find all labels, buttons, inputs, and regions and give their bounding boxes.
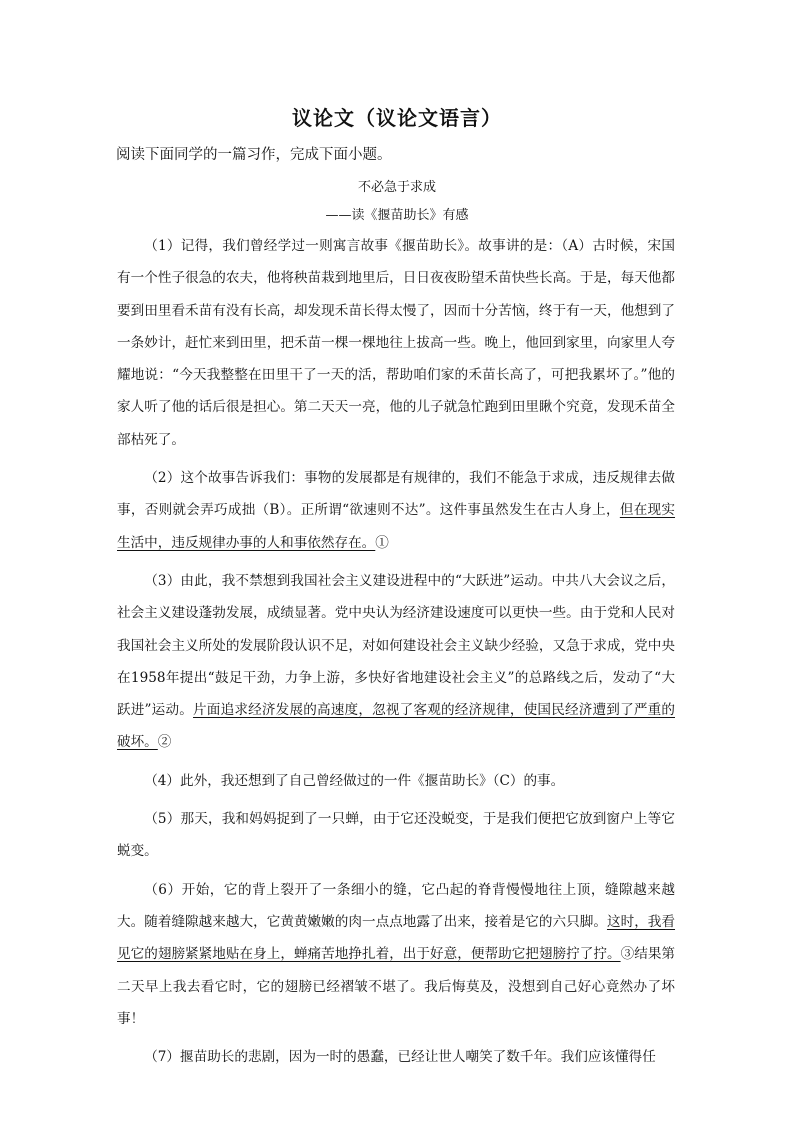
paragraph-text: （1）记得，我们曾经学过一则寓言故事《揠苗助长》。故事讲的是：（A）古时候，宋国有一个性子很急的农夫，他将秧苗栽到地里后，日日夜夜盼望禾苗快些长高。于是，每天他都要到田里看禾苗有没有长高，却发现禾苗长得太慢了，因而十分苦恼，终于有一天，他想到了一条妙计，赶忙来到田里，把禾苗一棵一棵地往上拔高一些。晚上，他回到家里，向家里人夸耀地说：“今天我整整在田里干了一天的活，帮助咱们家的禾苗长高了，可把我累坏了。”他的家人听了他的话后很是担心。第二天天一亮，他的儿子就急忙跑到田里瞅个究竟，发现禾苗全部枯死了。 bbox=[117, 238, 675, 448]
paragraph-text: （5）那天，我和妈妈捉到了一只蝉，由于它还没蜕变，于是我们便把它放到窗户上等它蜕变。 bbox=[117, 811, 675, 860]
paragraph-2 bbox=[117, 462, 675, 559]
paragraph-text: （4）此外，我还想到了自己曾经做过的一件《揠苗助长》（C）的事。 bbox=[144, 772, 565, 789]
paragraph-text: （6）开始，它的背上裂开了一条细小的缝，它凸起的脊背慢慢地往上顶，缝隙越来越大。随着缝隙越来越大，它黄黄嫩嫩的肉一点点地露了出来，接着是它的六只脚。 bbox=[117, 881, 675, 930]
paragraph-text: （7）揠苗助长的悲剧，因为一时的愚蠢，已经让世人嘲笑了数千年。我们应该懂得任 bbox=[144, 1049, 656, 1066]
paragraph-5 bbox=[117, 803, 675, 868]
paragraph-text: （3）由此，我不禁想到我国社会主义建设进程中的“大跃进”运动。中共八大会议之后，社会主义建设蓬勃发展，成绩显著。党中央认为经济建设速度可以更快一些。由于党和人民对我国社会主义所处的发展阶段认识不足，对如何建设社会主义缺少经验，又急于求成，党中央在1958年提出“鼓足干劲，力争上游，多快好省地建设社会主义”的总路线之后，发动了“大跃进”运动。 bbox=[117, 572, 675, 719]
paragraph-text: （2）这个故事告诉我们：事物的发展都是有规律的，我们不能急于求成，违反规律去做事，否则就会弄巧成拙（B）。正所谓“欲速则不达”。这件事虽然发生在古人身上， bbox=[117, 470, 675, 519]
paragraph-tail: 结果第二天早上我去看它时，它的翅膀已经褶皱不堪了。我后悔莫及，没想到自己好心竟然办了坏事！ bbox=[117, 946, 676, 1027]
underlined-sentence-1: 但在现实生活中，违反规律办事的人和事依然存在。 bbox=[117, 502, 676, 551]
sentence-marker-3: ③ bbox=[620, 946, 635, 963]
essay-title: 不必急于求成 bbox=[357, 180, 436, 195]
sentence-marker-2: ② bbox=[157, 734, 172, 751]
essay-subtitle: ——读《揠苗助长》有感 bbox=[325, 208, 469, 223]
paragraph-6 bbox=[117, 874, 675, 1035]
essay-body bbox=[117, 230, 675, 1079]
paragraph-4 bbox=[117, 765, 675, 797]
paragraph-7 bbox=[117, 1041, 675, 1073]
paragraph-1 bbox=[117, 230, 675, 456]
underlined-sentence-3: 这时，我看见它的翅膀紧紧地贴在身上，蝉痛苦地挣扎着，出于好意，便帮助它把翅膀拧了拧。 bbox=[117, 913, 676, 963]
sentence-marker-1: ① bbox=[375, 534, 389, 551]
page-title: 议论文（议论文语言） bbox=[292, 106, 502, 130]
underlined-sentence-2: 片面追求经济发展的高速度，忽视了客观的经济规律，使国民经济遭到了严重的破坏。 bbox=[117, 702, 675, 751]
instruction-text: 阅读下面同学的一篇习作，完成下面小题。 bbox=[116, 147, 392, 163]
paragraph-3 bbox=[117, 565, 675, 759]
